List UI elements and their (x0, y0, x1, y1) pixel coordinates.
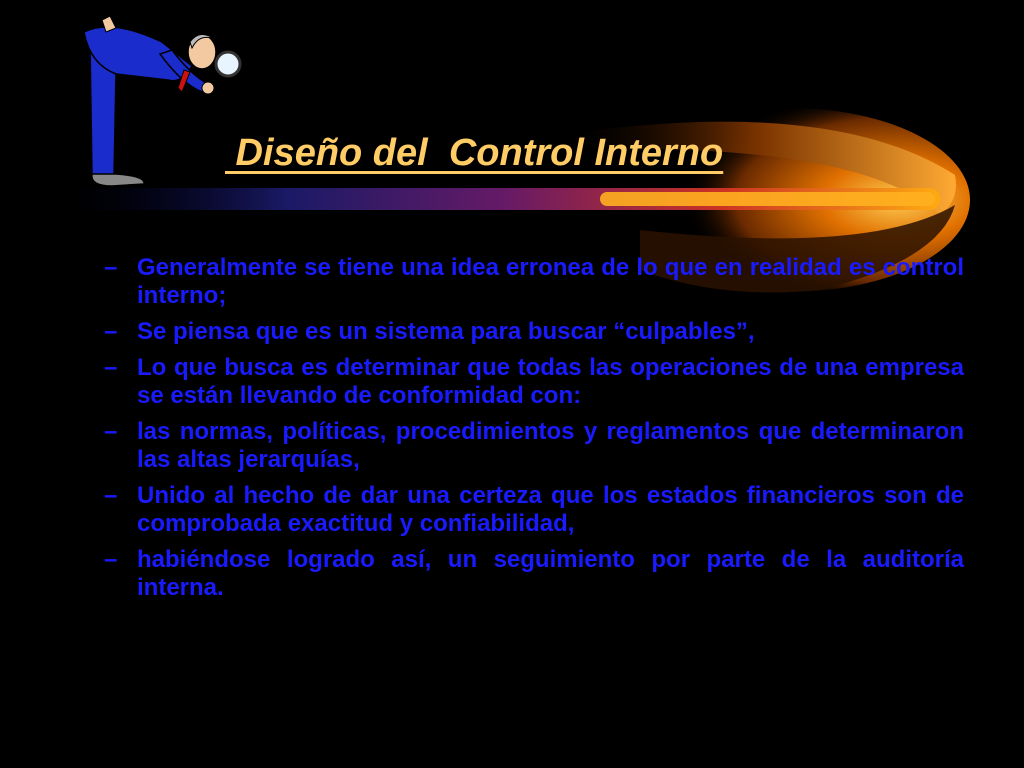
list-item (104, 354, 964, 410)
bullet-dash: – (104, 354, 118, 381)
list-item (104, 546, 964, 602)
list-item-text: habiéndose logrado así, un seguimiento por parte de la auditoría interna. (137, 546, 964, 601)
slide-title: Diseño del Control Interno (225, 132, 724, 174)
list-item-text: Generalmente se tiene una idea erronea de lo que en realidad es control interno; (137, 254, 964, 309)
list-item (104, 254, 964, 310)
bullet-dash: – (104, 318, 118, 345)
bullet-dash: – (104, 418, 118, 445)
list-item (104, 318, 964, 346)
bullet-list (104, 254, 964, 610)
list-item-text: Se piensa que es un sistema para buscar “culpables”, (137, 318, 755, 345)
bullet-dash: – (104, 546, 118, 573)
detective-with-magnifying-glass-icon (72, 14, 242, 190)
bullet-dash: – (104, 482, 118, 509)
list-item (104, 418, 964, 474)
list-item (104, 482, 964, 538)
bullet-dash: – (104, 254, 118, 281)
list-item-text: Unido al hecho de dar una certeza que los estados financieros son de comprobada exactitud y confiabilidad, (137, 482, 964, 537)
list-item-text: las normas, políticas, procedimientos y reglamentos que determinaron las altas jerarquías, (137, 418, 964, 473)
list-item-text: Lo que busca es determinar que todas las operaciones de una empresa se están llevando de conformidad con: (137, 354, 964, 409)
